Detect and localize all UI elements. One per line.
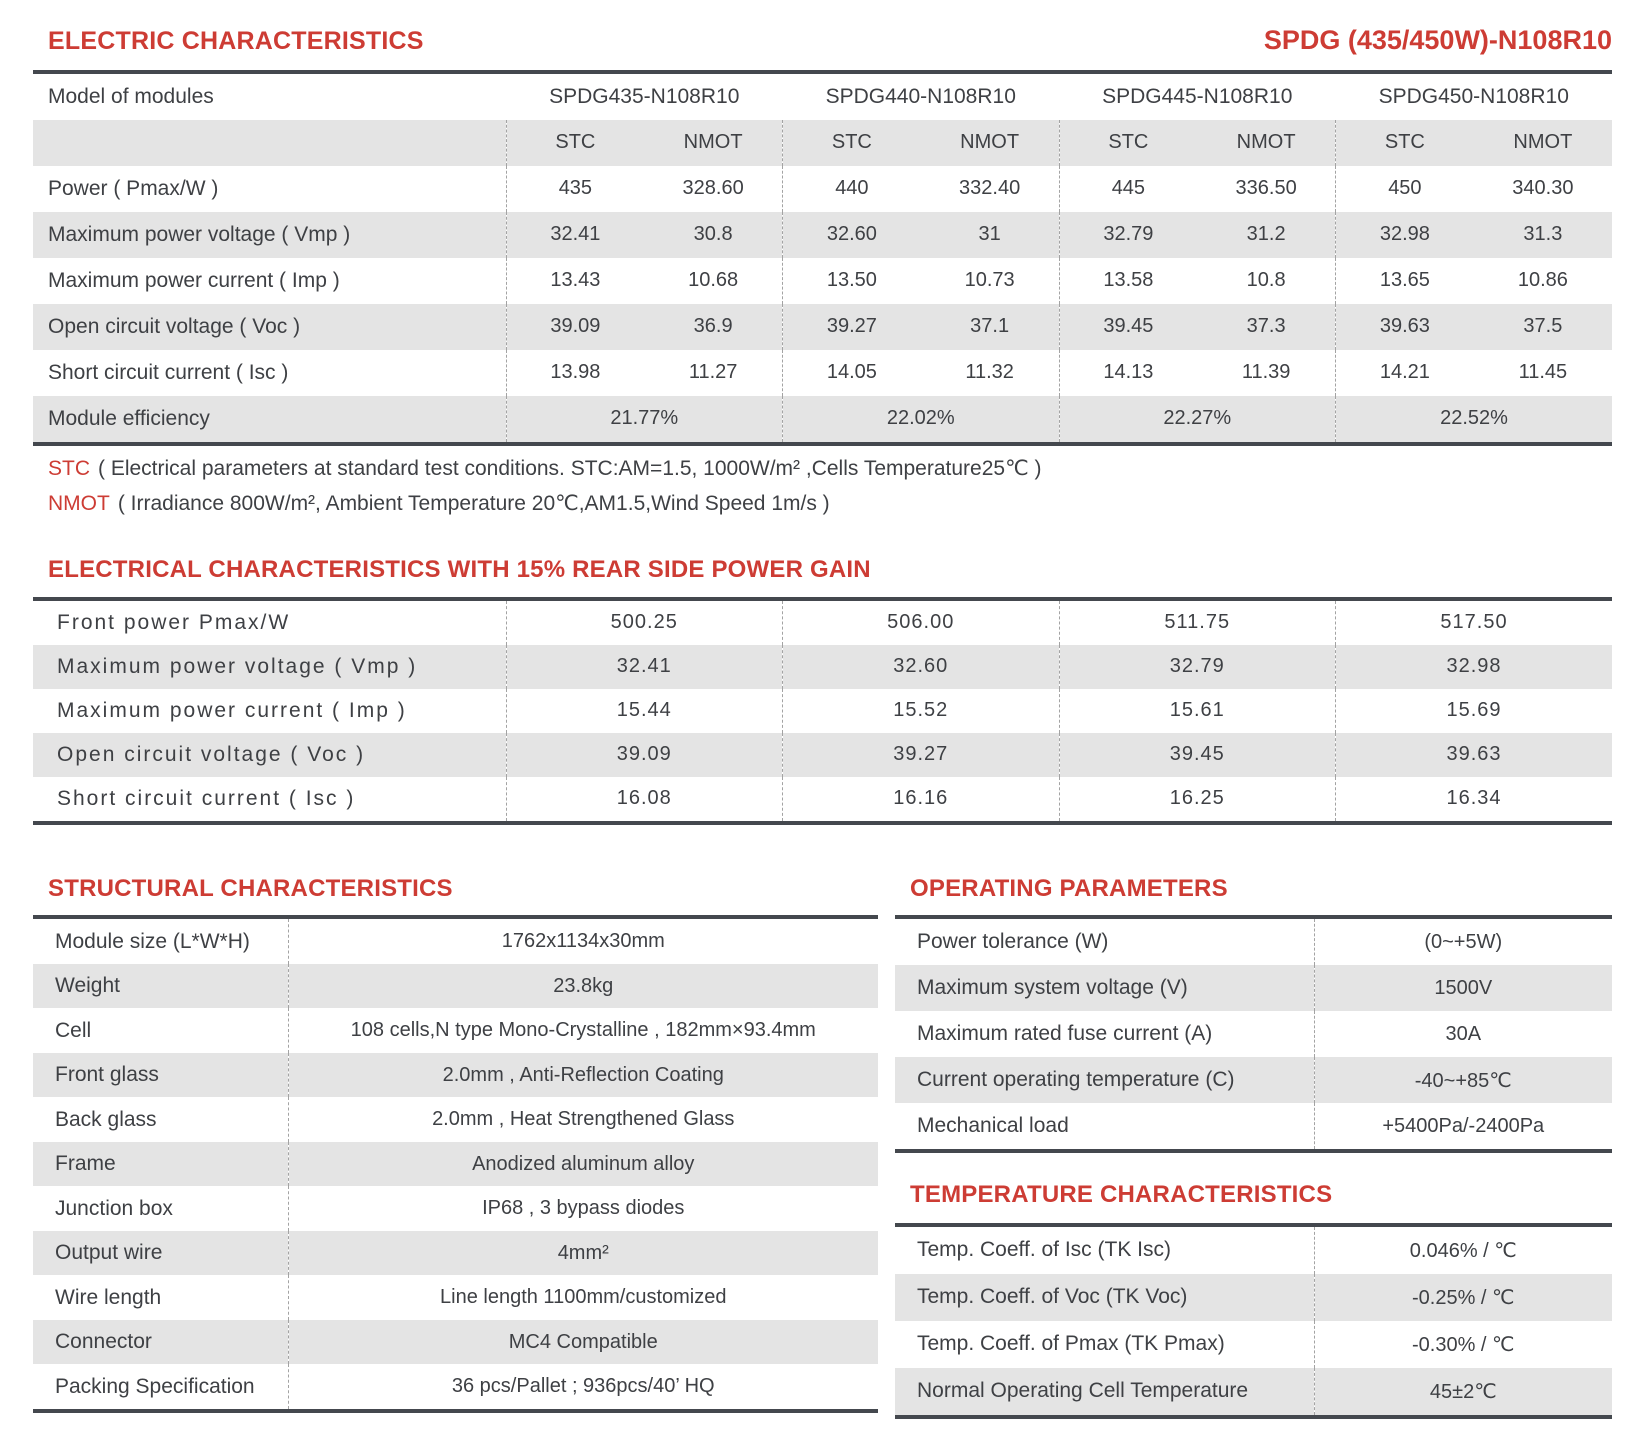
spec-value: 13.65 [1336,258,1474,304]
table-row [33,1320,878,1365]
spec-label: Back glass [55,1107,157,1131]
table-row [33,599,1612,645]
spec-label: Weight [33,964,288,1009]
table-row [33,166,1612,212]
spec-value: 108 cells,N type Mono-Crystalline , 182mm×93.4mm [288,1008,878,1053]
spec-value: 39.63 [1336,733,1613,777]
table-row [33,777,1612,823]
spec-value: 39.27 [783,304,921,350]
spec-value: IP68 , 3 bypass diodes [288,1186,878,1231]
spec-value: 16.25 [1059,777,1336,823]
spec-value: 336.50 [1235,177,1297,200]
model-name: SPDG435-N108R10 [549,84,740,108]
spec-value: 36.9 [644,304,782,350]
spec-value: 32.60 [783,212,921,258]
product-title: SPDG (435/450W)-N108R10 [1263,25,1612,55]
spec-label: Maximum power current ( Imp ) [57,698,407,722]
spec-value: (0~+5W) [1314,917,1612,965]
spec-label: Connector [33,1320,288,1365]
spec-value: Anodized aluminum alloy [288,1142,878,1187]
section-title-rear-gain: ELECTRICAL CHARACTERISTICS WITH 15% REAR SIDE POWER GAIN [48,556,871,584]
test-condition-notes [48,456,1612,516]
bottom-columns [33,875,1612,1419]
col-header-stc: STC [1059,120,1197,166]
electric-characteristics-table [33,70,1612,446]
table-row [33,1186,878,1231]
operating-temperature-section [895,875,1612,1419]
spec-value: 1500V [1314,965,1612,1011]
spec-value: 32.41 [506,645,783,689]
spec-label: Open circuit voltage ( Voc ) [33,733,506,777]
spec-value: -40~+85℃ [1314,1057,1612,1103]
spec-label: Module size (L*W*H) [55,929,250,953]
spec-value: 16.08 [506,777,783,823]
col-header-nmot: NMOT [1474,120,1612,166]
spec-value: 15.52 [783,689,1060,733]
stc-note-text: ( Electrical parameters at standard test conditions. STC:AM=1.5, 1000W/m² ,Cells Temperature25℃ ) [98,456,1042,480]
spec-value: 13.98 [506,350,644,396]
spec-label: Power ( Pmax/W ) [48,176,219,200]
nmot-note-text: ( Irradiance 800W/m², Ambient Temperature 20℃,AM1.5,Wind Speed 1m/s ) [117,491,830,515]
spec-value: 23.8kg [288,964,878,1009]
spec-value: 36 pcs/Pallet ; 936pcs/40’ HQ [288,1364,878,1411]
spec-value: 11.32 [965,361,1014,384]
spec-value: 10.86 [1517,269,1568,292]
table-row [33,212,1612,258]
spec-value: Line length 1100mm/customized [288,1275,878,1320]
spec-label: Normal Operating Cell Temperature [895,1368,1314,1417]
spec-value: 506.00 [783,599,1060,645]
table-row [33,1008,878,1053]
spec-value: 14.21 [1336,350,1474,396]
col-header-nmot: NMOT [644,120,782,166]
spec-value: 32.60 [783,645,1060,689]
spec-value: 39.45 [1059,733,1336,777]
spec-value: 517.50 [1336,599,1613,645]
table-row [895,1321,1612,1368]
spec-value: MC4 Compatible [288,1320,878,1365]
spec-value: 500.25 [506,599,783,645]
table-row [895,1057,1612,1103]
spec-label: Maximum power voltage ( Vmp ) [33,645,506,689]
spec-label: Module efficiency [33,396,506,444]
spec-value: +5400Pa/-2400Pa [1314,1103,1612,1151]
spec-label: Front power Pmax/W [57,610,291,634]
spec-value: 30.8 [644,212,782,258]
spec-value: 15.61 [1059,689,1336,733]
spec-value: 0.046% / ℃ [1314,1225,1612,1274]
spec-label: Temp. Coeff. of Voc (TK Voc) [895,1274,1314,1321]
model-name: SPDG445-N108R10 [1102,84,1293,108]
spec-value: 37.5 [1474,304,1612,350]
table-row [33,72,1612,120]
spec-value: -0.30% / ℃ [1314,1321,1612,1368]
table-row [33,258,1612,304]
section-title-temperature: TEMPERATURE CHARACTERISTICS [910,1181,1333,1209]
table-row [895,1274,1612,1321]
nmot-note [48,491,1612,516]
spec-value: -0.25% / ℃ [1314,1274,1612,1321]
spec-value: 39.09 [506,304,644,350]
spec-value: 511.75 [1059,599,1336,645]
spec-value: 14.05 [783,350,921,396]
rear-gain-table [33,597,1612,825]
spec-value: 10.68 [688,269,739,292]
spec-value: 435 [506,166,644,212]
spec-value: 13.50 [783,258,921,304]
spec-value: 32.98 [1336,645,1613,689]
table-row [895,1011,1612,1057]
table-row [895,1368,1612,1417]
spec-label: Power tolerance (W) [917,930,1109,954]
temperature-table [895,1223,1612,1419]
spec-value: 39.09 [506,733,783,777]
spec-value: 15.44 [506,689,783,733]
col-header-stc: STC [506,120,644,166]
col-header-nmot: NMOT [1197,120,1335,166]
section-title-structural: STRUCTURAL CHARACTERISTICS [48,874,453,902]
spec-value: 14.13 [1059,350,1197,396]
spec-value: 328.60 [682,177,744,200]
model-name: SPDG450-N108R10 [1378,84,1569,108]
spec-value: 32.79 [1059,212,1197,258]
empty-cell [33,120,506,166]
table-row [895,917,1612,965]
table-row [33,733,1612,777]
spec-label: Open circuit voltage ( Voc ) [33,304,506,350]
spec-label: Cell [55,1018,92,1042]
table-row [33,350,1612,396]
table-row [33,917,878,964]
model-of-modules-label: Model of modules [48,84,214,108]
spec-value: 21.77% [506,396,783,444]
stc-term: STC [48,456,90,480]
spec-value: 10.8 [1246,269,1286,292]
col-header-nmot: NMOT [921,120,1059,166]
spec-value: 31.2 [1197,212,1335,258]
spec-value: 15.69 [1336,689,1613,733]
table-row [33,1275,878,1320]
spec-label: Maximum system voltage (V) [895,965,1314,1011]
spec-label: Output wire [33,1231,288,1276]
spec-value: 4mm² [288,1231,878,1276]
table-row [895,1103,1612,1151]
structural-section [33,875,878,1413]
spec-value: 1762x1134x30mm [288,917,878,964]
spec-value: 32.98 [1336,212,1474,258]
model-name: SPDG440-N108R10 [825,84,1016,108]
spec-label: Front glass [33,1053,288,1098]
spec-value: 45±2℃ [1314,1368,1612,1417]
spec-value: 11.27 [688,361,738,384]
spec-value: 22.27% [1059,396,1336,444]
spec-value: 11.39 [1241,361,1291,384]
spec-value: 13.43 [506,258,644,304]
spec-value: 39.63 [1336,304,1474,350]
spec-label: Maximum rated fuse current (A) [917,1022,1213,1046]
table-row [895,965,1612,1011]
spec-value: 10.73 [964,269,1015,292]
section-title-operating: OPERATING PARAMETERS [910,874,1228,902]
spec-label: Frame [33,1142,288,1187]
table-row [33,964,878,1009]
operating-table [895,915,1612,1153]
spec-value: 445 [1059,166,1197,212]
spec-value: 37.1 [921,304,1059,350]
spec-value: 440 [783,166,921,212]
table-row [33,304,1612,350]
table-row [33,1053,878,1098]
spec-value: 2.0mm , Heat Strengthened Glass [288,1097,878,1142]
table-row [33,645,1612,689]
spec-value: 39.45 [1059,304,1197,350]
table-row [33,1364,878,1411]
spec-label: Wire length [55,1285,162,1309]
spec-value: 37.3 [1197,304,1335,350]
spec-label: Short circuit current ( Isc ) [48,360,289,384]
spec-value: 13.58 [1059,258,1197,304]
table-row [33,396,1612,444]
spec-label: Packing Specification [55,1374,255,1398]
spec-value: 31 [921,212,1059,258]
table-row [33,1142,878,1187]
section-title-electric: ELECTRIC CHARACTERISTICS [48,26,424,55]
spec-label: Maximum power current ( Imp ) [48,268,340,292]
spec-label: Current operating temperature (C) [895,1057,1314,1103]
spec-value: 31.3 [1474,212,1612,258]
spec-label: Maximum power voltage ( Vmp ) [33,212,506,258]
spec-label: Junction box [55,1196,173,1220]
spec-value: 2.0mm , Anti-Reflection Coating [288,1053,878,1098]
table-row [33,1231,878,1276]
spec-value: 11.45 [1518,361,1568,384]
page-header [33,26,1612,56]
table-row [895,1225,1612,1274]
table-row [33,1097,878,1142]
spec-value: 16.34 [1336,777,1613,823]
nmot-term: NMOT [48,491,110,515]
spec-value: 450 [1336,166,1474,212]
spec-value: 16.16 [783,777,1060,823]
spec-value: 340.30 [1512,177,1574,200]
spec-value: 30A [1314,1011,1612,1057]
table-row [33,120,1612,166]
spec-label: Mechanical load [917,1114,1069,1138]
spec-value: 32.79 [1059,645,1336,689]
col-header-stc: STC [783,120,921,166]
spec-label: Temp. Coeff. of Pmax (TK Pmax) [917,1332,1225,1356]
spec-value: 32.41 [506,212,644,258]
spec-value: 332.40 [959,177,1021,200]
structural-table [33,915,878,1413]
spec-value: 22.02% [783,396,1060,444]
spec-label: Temp. Coeff. of Isc (TK Isc) [917,1238,1172,1262]
spec-value: 22.52% [1336,396,1613,444]
stc-note [48,456,1612,481]
table-row [33,689,1612,733]
col-header-stc: STC [1336,120,1474,166]
spec-label: Short circuit current ( Isc ) [57,786,356,810]
spec-value: 39.27 [783,733,1060,777]
